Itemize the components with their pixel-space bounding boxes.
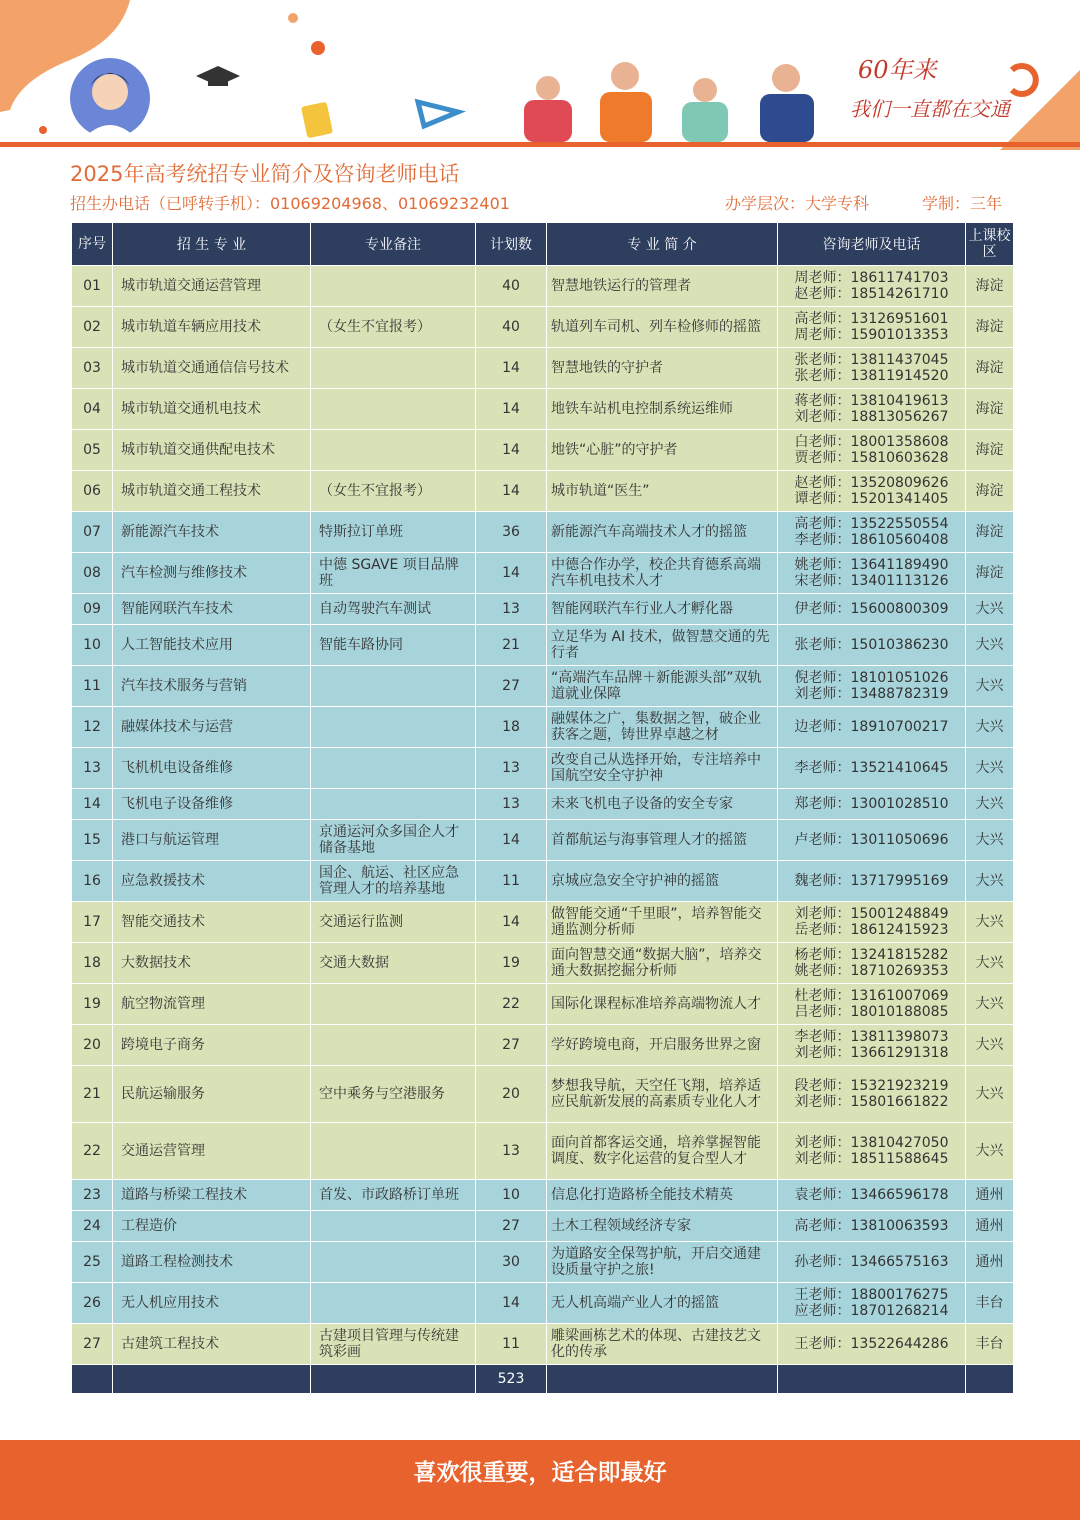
row-intro: 新能源汽车高端技术人才的摇篮 <box>547 512 778 553</box>
row-major: 无人机应用技术 <box>113 1283 311 1324</box>
row-plan: 21 <box>476 625 547 666</box>
row-plan: 18 <box>476 707 547 748</box>
row-major: 新能源汽车技术 <box>113 512 311 553</box>
table-row <box>72 861 1014 902</box>
row-campus: 海淀 <box>966 348 1014 389</box>
row-no: 05 <box>72 430 113 471</box>
row-no: 21 <box>72 1066 113 1123</box>
row-contacts <box>778 594 966 625</box>
row-intro: “高端汽车品牌＋新能源头部”双轨道就业保障 <box>547 666 778 707</box>
row-intro: 国际化课程标准培养高端物流人才 <box>547 984 778 1025</box>
row-no: 25 <box>72 1242 113 1283</box>
row-contacts <box>778 553 966 594</box>
row-remarks: 交通大数据 <box>311 943 476 984</box>
row-no: 17 <box>72 902 113 943</box>
row-contacts <box>778 820 966 861</box>
row-remarks <box>311 348 476 389</box>
row-contacts <box>778 1324 966 1365</box>
contact-line: 谭老师：15201341405 <box>794 491 949 507</box>
row-campus: 大兴 <box>966 594 1014 625</box>
contact-line: 边老师：18910700217 <box>794 719 949 735</box>
contact-line: 高老师：13522550554 <box>794 516 949 532</box>
contact-line: 孙老师：13466575163 <box>794 1254 949 1270</box>
contact-line: 刘老师：13488782319 <box>794 686 949 702</box>
contact-line: 蒋老师：13810419613 <box>794 393 949 409</box>
row-campus: 大兴 <box>966 902 1014 943</box>
table-row <box>72 266 1014 307</box>
header-intro: 专 业 简 介 <box>547 223 778 266</box>
contact-line: 周老师：15901013353 <box>794 327 949 343</box>
row-no: 18 <box>72 943 113 984</box>
table-row <box>72 943 1014 984</box>
row-remarks: 国企、航运、社区应急管理人才的培养基地 <box>311 861 476 902</box>
row-campus: 丰台 <box>966 1324 1014 1365</box>
row-no: 15 <box>72 820 113 861</box>
row-remarks <box>311 789 476 820</box>
row-contacts <box>778 512 966 553</box>
header-remarks: 专业备注 <box>311 223 476 266</box>
row-intro: 立足华为 AI 技术，做智慧交通的先行者 <box>547 625 778 666</box>
header-major: 招 生 专 业 <box>113 223 311 266</box>
row-plan: 14 <box>476 902 547 943</box>
row-contacts <box>778 348 966 389</box>
school-level: 办学层次：大学专科 <box>725 194 870 213</box>
contact-line: 郑老师：13001028510 <box>794 796 949 812</box>
row-no: 03 <box>72 348 113 389</box>
row-no: 14 <box>72 789 113 820</box>
table-row <box>72 307 1014 348</box>
row-contacts <box>778 666 966 707</box>
row-campus: 大兴 <box>966 943 1014 984</box>
row-plan: 14 <box>476 1283 547 1324</box>
footer-slogan: 喜欢很重要，适合即最好 <box>0 1440 1080 1520</box>
row-plan: 11 <box>476 1324 547 1365</box>
total-row <box>72 1365 1014 1394</box>
row-intro: 改变自己从选择开始，专注培养中国航空安全守护神 <box>547 748 778 789</box>
row-remarks: 交通运行监测 <box>311 902 476 943</box>
contact-line: 张老师：13811437045 <box>794 352 949 368</box>
row-major: 民航运输服务 <box>113 1066 311 1123</box>
row-plan: 10 <box>476 1180 547 1211</box>
row-plan: 27 <box>476 1211 547 1242</box>
table-row <box>72 902 1014 943</box>
contact-line: 宋老师：13401113126 <box>794 573 949 589</box>
table-row <box>72 430 1014 471</box>
row-no: 13 <box>72 748 113 789</box>
row-no: 04 <box>72 389 113 430</box>
row-campus: 海淀 <box>966 389 1014 430</box>
row-intro: 轨道列车司机、列车检修师的摇篮 <box>547 307 778 348</box>
row-major: 道路工程检测技术 <box>113 1242 311 1283</box>
contact-line: 倪老师：18101051026 <box>794 670 949 686</box>
row-major: 港口与航运管理 <box>113 820 311 861</box>
row-intro: 土木工程领域经济专家 <box>547 1211 778 1242</box>
contact-line: 刘老师：15001248849 <box>794 906 949 922</box>
table-row <box>72 1211 1014 1242</box>
row-campus: 通州 <box>966 1180 1014 1211</box>
row-no: 07 <box>72 512 113 553</box>
contact-line: 贾老师：15810603628 <box>794 450 949 466</box>
row-contacts <box>778 1066 966 1123</box>
row-remarks: 智能车路协同 <box>311 625 476 666</box>
table-row <box>72 666 1014 707</box>
row-plan: 14 <box>476 430 547 471</box>
row-contacts <box>778 861 966 902</box>
contact-line: 张老师：13811914520 <box>794 368 949 384</box>
row-no: 11 <box>72 666 113 707</box>
row-major: 人工智能技术应用 <box>113 625 311 666</box>
row-campus: 海淀 <box>966 512 1014 553</box>
row-plan: 27 <box>476 1025 547 1066</box>
table-row <box>72 389 1014 430</box>
contact-line: 张老师：15010386230 <box>794 637 949 653</box>
contact-line: 周老师：18611741703 <box>794 270 949 286</box>
contact-line: 王老师：18800176275 <box>794 1287 949 1303</box>
row-plan: 14 <box>476 820 547 861</box>
row-contacts <box>778 943 966 984</box>
contact-line: 刘老师：13810427050 <box>794 1135 949 1151</box>
header-no: 序号 <box>72 223 113 266</box>
row-no: 01 <box>72 266 113 307</box>
row-no: 20 <box>72 1025 113 1066</box>
row-intro: 无人机高端产业人才的摇篮 <box>547 1283 778 1324</box>
row-major: 工程造价 <box>113 1211 311 1242</box>
row-plan: 40 <box>476 307 547 348</box>
row-contacts <box>778 1283 966 1324</box>
row-major: 航空物流管理 <box>113 984 311 1025</box>
row-intro: 雕梁画栋艺术的体现、古建技艺文化的传承 <box>547 1324 778 1365</box>
row-major: 城市轨道车辆应用技术 <box>113 307 311 348</box>
row-contacts <box>778 430 966 471</box>
row-contacts <box>778 984 966 1025</box>
row-campus: 丰台 <box>966 1283 1014 1324</box>
contact-line: 王老师：13522644286 <box>794 1336 949 1352</box>
row-no: 19 <box>72 984 113 1025</box>
table-row <box>72 789 1014 820</box>
table-row <box>72 1066 1014 1123</box>
row-campus: 大兴 <box>966 1123 1014 1180</box>
row-contacts <box>778 1242 966 1283</box>
row-remarks <box>311 266 476 307</box>
svg-text:60年来: 60年来 <box>858 56 937 84</box>
row-campus: 海淀 <box>966 553 1014 594</box>
contact-line: 姚老师：13641189490 <box>794 557 949 573</box>
majors-table <box>71 222 1014 1394</box>
row-campus: 大兴 <box>966 789 1014 820</box>
row-remarks: 古建项目管理与传统建筑彩画 <box>311 1324 476 1365</box>
row-contacts <box>778 748 966 789</box>
row-no: 27 <box>72 1324 113 1365</box>
contact-line: 段老师：15321923219 <box>794 1078 949 1094</box>
row-campus: 大兴 <box>966 707 1014 748</box>
row-campus: 大兴 <box>966 861 1014 902</box>
row-intro: 智慧地铁的守护者 <box>547 348 778 389</box>
row-remarks: 自动驾驶汽车测试 <box>311 594 476 625</box>
row-major: 城市轨道交通工程技术 <box>113 471 311 512</box>
row-major: 融媒体技术与运营 <box>113 707 311 748</box>
row-campus: 海淀 <box>966 266 1014 307</box>
row-remarks <box>311 389 476 430</box>
row-intro: 融媒体之广，集数据之智，破企业获客之题，铸世界卓越之材 <box>547 707 778 748</box>
row-intro: 信息化打造路桥全能技术精英 <box>547 1180 778 1211</box>
row-contacts <box>778 707 966 748</box>
row-intro: 智慧地铁运行的管理者 <box>547 266 778 307</box>
row-campus: 大兴 <box>966 666 1014 707</box>
row-plan: 30 <box>476 1242 547 1283</box>
row-campus: 通州 <box>966 1211 1014 1242</box>
contact-line: 杜老师：13161007069 <box>794 988 949 1004</box>
row-major: 飞机机电设备维修 <box>113 748 311 789</box>
row-plan: 40 <box>476 266 547 307</box>
row-no: 12 <box>72 707 113 748</box>
row-no: 06 <box>72 471 113 512</box>
row-no: 26 <box>72 1283 113 1324</box>
row-major: 智能交通技术 <box>113 902 311 943</box>
table-row <box>72 1242 1014 1283</box>
total-plan: 523 <box>476 1365 547 1394</box>
row-contacts <box>778 389 966 430</box>
row-major: 城市轨道交通供配电技术 <box>113 430 311 471</box>
row-intro: 首都航运与海事管理人才的摇篮 <box>547 820 778 861</box>
table-row <box>72 1123 1014 1180</box>
contact-line: 刘老师：18511588645 <box>794 1151 949 1167</box>
row-no: 24 <box>72 1211 113 1242</box>
table-row <box>72 471 1014 512</box>
row-no: 16 <box>72 861 113 902</box>
row-contacts <box>778 1180 966 1211</box>
row-remarks <box>311 748 476 789</box>
row-remarks <box>311 1242 476 1283</box>
page-title: 2025年高考统招专业简介及咨询老师电话 <box>70 162 460 186</box>
row-plan: 22 <box>476 984 547 1025</box>
row-no: 10 <box>72 625 113 666</box>
contact-line: 魏老师：13717995169 <box>794 873 949 889</box>
row-major: 道路与桥梁工程技术 <box>113 1180 311 1211</box>
row-intro: 中德合作办学，校企共育德系高端汽车机电技术人才 <box>547 553 778 594</box>
row-major: 应急救援技术 <box>113 861 311 902</box>
header-campus: 上课校区 <box>966 223 1014 266</box>
row-major: 城市轨道交通运营管理 <box>113 266 311 307</box>
row-plan: 13 <box>476 789 547 820</box>
contact-line: 岳老师：18612415923 <box>794 922 949 938</box>
row-intro: 地铁车站机电控制系统运维师 <box>547 389 778 430</box>
row-intro: 面向智慧交通“数据大脑”，培养交通大数据挖掘分析师 <box>547 943 778 984</box>
row-major: 跨境电子商务 <box>113 1025 311 1066</box>
row-campus: 大兴 <box>966 748 1014 789</box>
row-campus: 海淀 <box>966 471 1014 512</box>
row-major: 古建筑工程技术 <box>113 1324 311 1365</box>
row-contacts <box>778 307 966 348</box>
row-campus: 通州 <box>966 1242 1014 1283</box>
table-row <box>72 748 1014 789</box>
row-intro: 面向首都客运交通，培养掌握智能调度、数字化运营的复合型人才 <box>547 1123 778 1180</box>
row-plan: 14 <box>476 553 547 594</box>
contact-line: 姚老师：18710269353 <box>794 963 949 979</box>
table-row <box>72 348 1014 389</box>
row-campus: 大兴 <box>966 1066 1014 1123</box>
contact-line: 李老师：13811398073 <box>794 1029 949 1045</box>
row-remarks: 空中乘务与空港服务 <box>311 1066 476 1123</box>
row-remarks <box>311 984 476 1025</box>
contact-line: 应老师：18701268214 <box>794 1303 949 1319</box>
contact-line: 白老师：18001358608 <box>794 434 949 450</box>
row-plan: 11 <box>476 861 547 902</box>
row-remarks <box>311 1211 476 1242</box>
row-no: 08 <box>72 553 113 594</box>
row-contacts <box>778 625 966 666</box>
contact-line: 伊老师：15600800309 <box>794 601 949 617</box>
table-row <box>72 625 1014 666</box>
row-major: 飞机电子设备维修 <box>113 789 311 820</box>
table-row <box>72 820 1014 861</box>
row-no: 02 <box>72 307 113 348</box>
table-row <box>72 512 1014 553</box>
row-major: 大数据技术 <box>113 943 311 984</box>
header-plan: 计划数 <box>476 223 547 266</box>
contact-line: 刘老师：13661291318 <box>794 1045 949 1061</box>
row-no: 23 <box>72 1180 113 1211</box>
row-contacts <box>778 1123 966 1180</box>
row-remarks <box>311 1283 476 1324</box>
row-plan: 13 <box>476 1123 547 1180</box>
row-major: 城市轨道交通机电技术 <box>113 389 311 430</box>
row-campus: 海淀 <box>966 307 1014 348</box>
row-intro: 学好跨境电商，开启服务世界之窗 <box>547 1025 778 1066</box>
row-plan: 27 <box>476 666 547 707</box>
table-row <box>72 1283 1014 1324</box>
contact-line: 高老师：13126951601 <box>794 311 949 327</box>
table-header-row <box>72 223 1014 266</box>
table-row <box>72 1180 1014 1211</box>
row-contacts <box>778 902 966 943</box>
row-remarks: 京通运河众多国企人才储备基地 <box>311 820 476 861</box>
contact-line: 袁老师：13466596178 <box>794 1187 949 1203</box>
row-intro: 地铁“心脏”的守护者 <box>547 430 778 471</box>
row-remarks <box>311 1123 476 1180</box>
row-plan: 14 <box>476 389 547 430</box>
row-remarks: （女生不宜报考） <box>311 471 476 512</box>
row-remarks: 特斯拉订单班 <box>311 512 476 553</box>
row-intro: 未来飞机电子设备的安全专家 <box>547 789 778 820</box>
svg-text:我们一直都在交通: 我们一直都在交通 <box>850 97 1010 121</box>
row-intro: 智能网联汽车行业人才孵化器 <box>547 594 778 625</box>
row-campus: 大兴 <box>966 984 1014 1025</box>
row-no: 22 <box>72 1123 113 1180</box>
row-contacts <box>778 1211 966 1242</box>
row-major: 智能网联汽车技术 <box>113 594 311 625</box>
row-contacts <box>778 266 966 307</box>
row-plan: 13 <box>476 748 547 789</box>
row-plan: 20 <box>476 1066 547 1123</box>
study-duration: 学制：三年 <box>922 194 1003 213</box>
contact-line: 吕老师：18010188085 <box>794 1004 949 1020</box>
row-plan: 14 <box>476 348 547 389</box>
contact-line: 刘老师：18813056267 <box>794 409 949 425</box>
row-intro: 为道路安全保驾护航，开启交通建设质量守护之旅! <box>547 1242 778 1283</box>
row-intro: 城市轨道“医生” <box>547 471 778 512</box>
row-major: 城市轨道交通通信信号技术 <box>113 348 311 389</box>
table-row <box>72 553 1014 594</box>
row-plan: 13 <box>476 594 547 625</box>
row-intro: 京城应急安全守护神的摇篮 <box>547 861 778 902</box>
contact-line: 杨老师：13241815282 <box>794 947 949 963</box>
row-remarks <box>311 430 476 471</box>
row-contacts <box>778 471 966 512</box>
table-row <box>72 984 1014 1025</box>
row-intro: 做智能交通“千里眼”，培养智能交通监测分析师 <box>547 902 778 943</box>
row-campus: 大兴 <box>966 820 1014 861</box>
row-major: 汽车检测与维修技术 <box>113 553 311 594</box>
row-remarks <box>311 1025 476 1066</box>
table-row <box>72 1324 1014 1365</box>
row-contacts <box>778 1025 966 1066</box>
row-plan: 14 <box>476 471 547 512</box>
contact-line: 赵老师：18514261710 <box>794 286 949 302</box>
contact-line: 李老师：18610560408 <box>794 532 949 548</box>
row-remarks: （女生不宜报考） <box>311 307 476 348</box>
row-contacts <box>778 789 966 820</box>
header-banner <box>0 0 1080 150</box>
row-major: 交通运营管理 <box>113 1123 311 1180</box>
avatar-illustration <box>70 58 150 138</box>
table-row <box>72 594 1014 625</box>
row-campus: 大兴 <box>966 625 1014 666</box>
table-row <box>72 707 1014 748</box>
contact-line: 刘老师：15801661822 <box>794 1094 949 1110</box>
contact-line: 高老师：13810063593 <box>794 1218 949 1234</box>
row-remarks: 首发、市政路桥订单班 <box>311 1180 476 1211</box>
contact-line: 卢老师：13011050696 <box>794 832 949 848</box>
contact-line: 李老师：13521410645 <box>794 760 949 776</box>
row-no: 09 <box>72 594 113 625</box>
contact-line: 赵老师：13520809626 <box>794 475 949 491</box>
table-row <box>72 1025 1014 1066</box>
header-contacts: 咨询老师及电话 <box>778 223 966 266</box>
row-intro: 梦想我导航，天空任飞翔，培养适应民航新发展的高素质专业化人才 <box>547 1066 778 1123</box>
row-remarks <box>311 707 476 748</box>
row-campus: 海淀 <box>966 430 1014 471</box>
row-major: 汽车技术服务与营销 <box>113 666 311 707</box>
row-remarks <box>311 666 476 707</box>
row-plan: 19 <box>476 943 547 984</box>
row-remarks: 中德 SGAVE 项目品牌班 <box>311 553 476 594</box>
admissions-phone: 招生办电话（已呼转手机）：01069204968、01069232401 <box>70 194 510 213</box>
row-campus: 大兴 <box>966 1025 1014 1066</box>
row-plan: 36 <box>476 512 547 553</box>
